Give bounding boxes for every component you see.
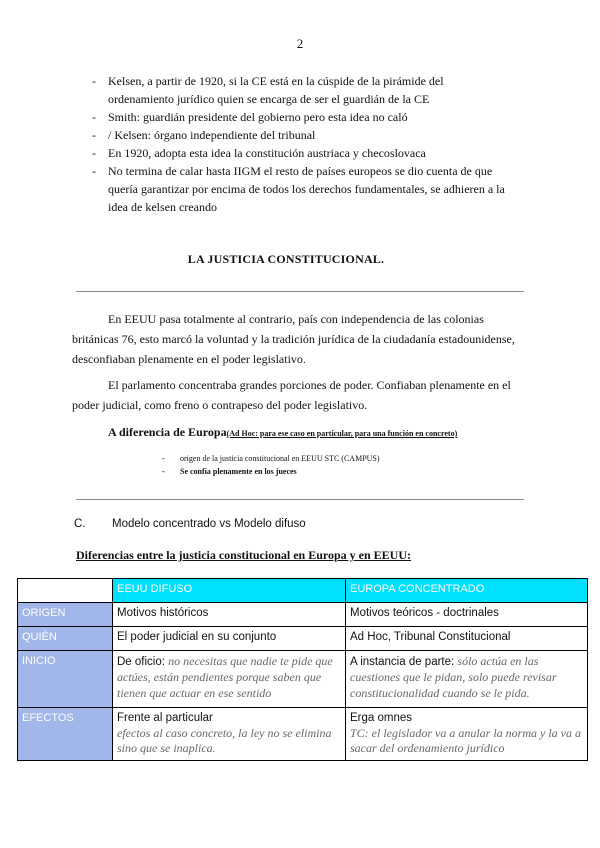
cell-eeuu bbox=[113, 651, 346, 708]
list-item: - origen de la justicia constitucional en EEUU STC (CAMPUS) bbox=[162, 452, 380, 465]
cell-europa bbox=[346, 627, 588, 651]
row-label: QUIÉN bbox=[18, 627, 113, 651]
page-number: 2 bbox=[296, 36, 304, 51]
divider bbox=[76, 499, 524, 500]
list-item: - Smith: guardián presidente del gobierno pero esta idea no caló bbox=[92, 108, 512, 126]
cell-main: El poder judicial en su conjunto bbox=[117, 631, 277, 643]
sub-bullet-list bbox=[162, 452, 380, 478]
cell-detail: no necesitas que nadie te pide que actúes, están pendientes porque saben que tienen que actuar en ese sentido bbox=[117, 654, 333, 700]
row-label: INICIO bbox=[18, 651, 113, 708]
europa-line bbox=[108, 423, 548, 441]
list-item: - No termina de calar hasta IIGM el resto de países europeos se dio cuenta de que quería garantizar por encima de todos los derechos fundamentales, se adhieren a la idea de kelsen creando bbox=[92, 162, 512, 216]
cell-eeuu bbox=[113, 708, 346, 761]
row-label: ORIGEN bbox=[18, 603, 113, 627]
cell-eeuu bbox=[113, 603, 346, 627]
section-letter: C. bbox=[74, 518, 86, 530]
section-c-title bbox=[74, 518, 306, 530]
cell-main: Motivos históricos bbox=[117, 607, 209, 619]
divider bbox=[76, 291, 524, 292]
paragraph: En EEUU pasa totalmente al contrario, país con independencia de las colonias británicas 76, esto marcó la voluntad y la tradición jurídica de la ciudadanía estadounidense, desconfiaban plenamente en el poder legislativo. bbox=[72, 312, 515, 366]
cell-detail: TC: el legislador va a anular la norma y la va a sacar del ordenamiento jurídico bbox=[350, 726, 581, 755]
europa-lead: A diferencia de Europa bbox=[108, 425, 227, 439]
cell-main: De oficio: bbox=[117, 656, 165, 668]
list-item: - En 1920, adopta esta idea la constitución austriaca y checoslovaca bbox=[92, 144, 512, 162]
table-row bbox=[18, 603, 588, 627]
cell-europa bbox=[346, 708, 588, 761]
cell-main: Motivos teóricos - doctrinales bbox=[350, 607, 499, 619]
cell-detail: efectos al caso concreto, la ley no se elimina sino que se inaplica. bbox=[117, 726, 332, 755]
section-heading: LA JUSTICIA CONSTITUCIONAL. bbox=[187, 252, 385, 266]
cell-eeuu bbox=[113, 627, 346, 651]
bullet-list bbox=[92, 72, 512, 216]
table-title: Diferencias entre la justicia constitucional en Europa y en EEUU: bbox=[76, 548, 411, 562]
table-row bbox=[18, 651, 588, 708]
cell-main: Frente al particular bbox=[117, 712, 213, 724]
row-label: EFECTOS bbox=[18, 708, 113, 761]
header-europa: EUROPA CONCENTRADO bbox=[346, 579, 588, 603]
europa-note: (Ad Hoc: para ese caso en particular, para una función en concreto) bbox=[226, 429, 458, 438]
cell-europa bbox=[346, 603, 588, 627]
cell-detail: sólo actúa en las cuestiones que le pidan, solo puede revisar constitucionalidad cuando se le pida. bbox=[350, 654, 557, 700]
comparison-table bbox=[17, 578, 588, 761]
paragraph: El parlamento concentraba grandes porciones de poder. Confiaban plenamente en el poder judicial, como freno o contrapeso del poder legislativo. bbox=[72, 378, 511, 412]
cell-main: A instancia de parte: bbox=[350, 656, 455, 668]
header-eeuu: EEUU DIFUSO bbox=[113, 579, 346, 603]
table-header-row bbox=[18, 579, 588, 603]
cell-main: Ad Hoc, Tribunal Constitucional bbox=[350, 631, 511, 643]
list-item: - Kelsen, a partir de 1920, si la CE está en la cúspide de la pirámide del ordenamiento jurídico quien se encarga de ser el guardián de la CE bbox=[92, 72, 512, 108]
cell-europa bbox=[346, 651, 588, 708]
table-row bbox=[18, 708, 588, 761]
cell-main: Erga omnes bbox=[350, 712, 413, 724]
section-title: Modelo concentrado vs Modelo difuso bbox=[112, 518, 306, 530]
list-item: - / Kelsen: órgano independiente del tribunal bbox=[92, 126, 512, 144]
list-item: - Se confía plenamente en los jueces bbox=[162, 465, 380, 478]
table-row bbox=[18, 627, 588, 651]
header-cell-empty bbox=[18, 579, 113, 603]
